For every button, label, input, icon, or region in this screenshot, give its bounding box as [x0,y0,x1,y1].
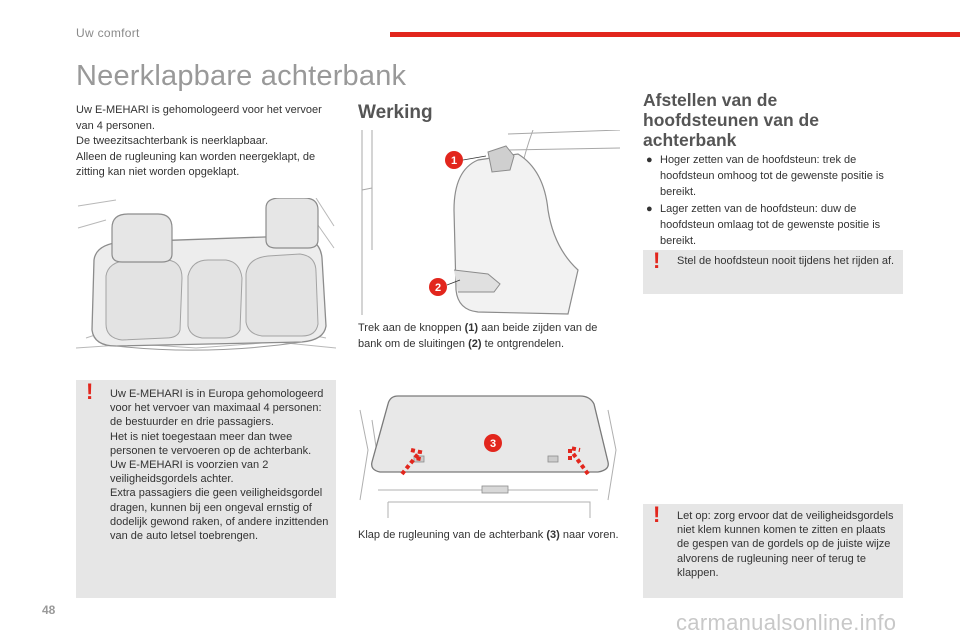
warning-left-line-4: Extra passagiers die geen veiligheidsgordel dragen, kunnen bij een ongeval ernstig of dodelijk gewond raken, of andere inzittenden van de auto letsel toebrengen. [110,487,329,543]
werking-caption-1 [358,321,620,352]
warning-icon: ! [653,502,661,527]
headrest-title-line-1: Afstellen van de [643,90,778,110]
warning-left-line-2: Het is niet toegestaan meer dan twee personen te vervoeren op de achterbank. [110,430,312,457]
headrest-warning-box [643,250,903,294]
warning-icon: ! [86,379,94,404]
caption1-text-c: te ontgrendelen. [481,337,565,350]
warning-left-line-3: Uw E-MEHARI is voorzien van 2 veiligheidsgordels achter. [110,459,269,486]
headrest-title [643,90,905,150]
page-title: Neerklapbare achterbank [76,60,407,92]
werking-caption-2 [358,528,620,544]
bullet-icon: ● [646,203,653,215]
headrest-bullet-list [644,152,906,250]
warning-left-text [110,387,332,543]
caption1-ref-1: (1) [464,322,479,334]
caption1-text-b: aan beide zijden van de bank om de sluitingen [358,322,598,350]
bullet-icon: ● [646,154,653,166]
headrest-warning-text: Stel de hoofdsteun nooit tijdens het rijden af. [677,255,895,267]
header-accent-bar [390,32,960,37]
caption1-text-a: Trek aan de knoppen [358,322,465,334]
warning-icon: ! [653,248,661,273]
bullet-text-2: Lager zetten van de hoofdsteun: duw de hoofdsteun omlaag tot de gewenste positie is bereikt. [660,203,881,247]
seatbelt-warning-box [643,504,903,598]
caption2-ref: (3) [546,529,560,541]
warning-left-box [76,380,336,598]
headrest-title-line-3: achterbank [643,130,737,150]
list-item [644,201,906,249]
release-buttons-drawing [358,130,620,315]
fold-seatback-illustration [358,390,620,518]
caption2-text-a: Klap de rugleuning van de achterbank [358,529,547,541]
intro-line-1: Uw E-MEHARI is gehomologeerd voor het vervoer van 4 personen. [76,104,322,132]
badge-3-label: 3 [489,438,497,450]
list-item [644,152,906,200]
rear-bench-illustration [76,198,336,358]
intro-text [76,103,338,181]
intro-line-3: Alleen de rugleuning kan worden neergeklapt, de zitting kan niet worden opgeklapt. [76,150,316,178]
bullet-text-1: Hoger zetten van de hoofdsteun: trek de hoofdsteun omhoog tot de gewenste positie is bereikt. [660,154,884,198]
caption1-ref-2: (2) [468,337,482,350]
page-number: 48 [42,603,56,617]
warning-left-line-1: Uw E-MEHARI is in Europa gehomologeerd voor het vervoer van maximaal 4 personen: de bestuurder en drie passagiers. [110,388,324,429]
headrest-title-line-2: hoofdsteunen van de [643,110,819,130]
seatbelt-warning-text: Let op: zorg ervoor dat de veiligheidsgordels niet klem kunnen komen te zitten en plaats de gespen van de gordels op de juiste wijze alvorens de rugleuning neer of terug te klappen. [677,510,894,579]
werking-title: Werking [358,102,433,123]
badge-1-label: 1 [450,155,458,167]
release-buttons-illustration [358,130,620,315]
section-label: Uw comfort [76,26,140,40]
rear-bench-drawing [76,198,336,358]
fold-seatback-drawing [358,390,620,518]
caption2-text-b: naar voren. [559,529,619,541]
watermark: carmanualsonline.info [676,610,897,635]
badge-2-label: 2 [434,282,442,294]
intro-line-2: De tweezitsachterbank is neerklapbaar. [76,135,268,147]
